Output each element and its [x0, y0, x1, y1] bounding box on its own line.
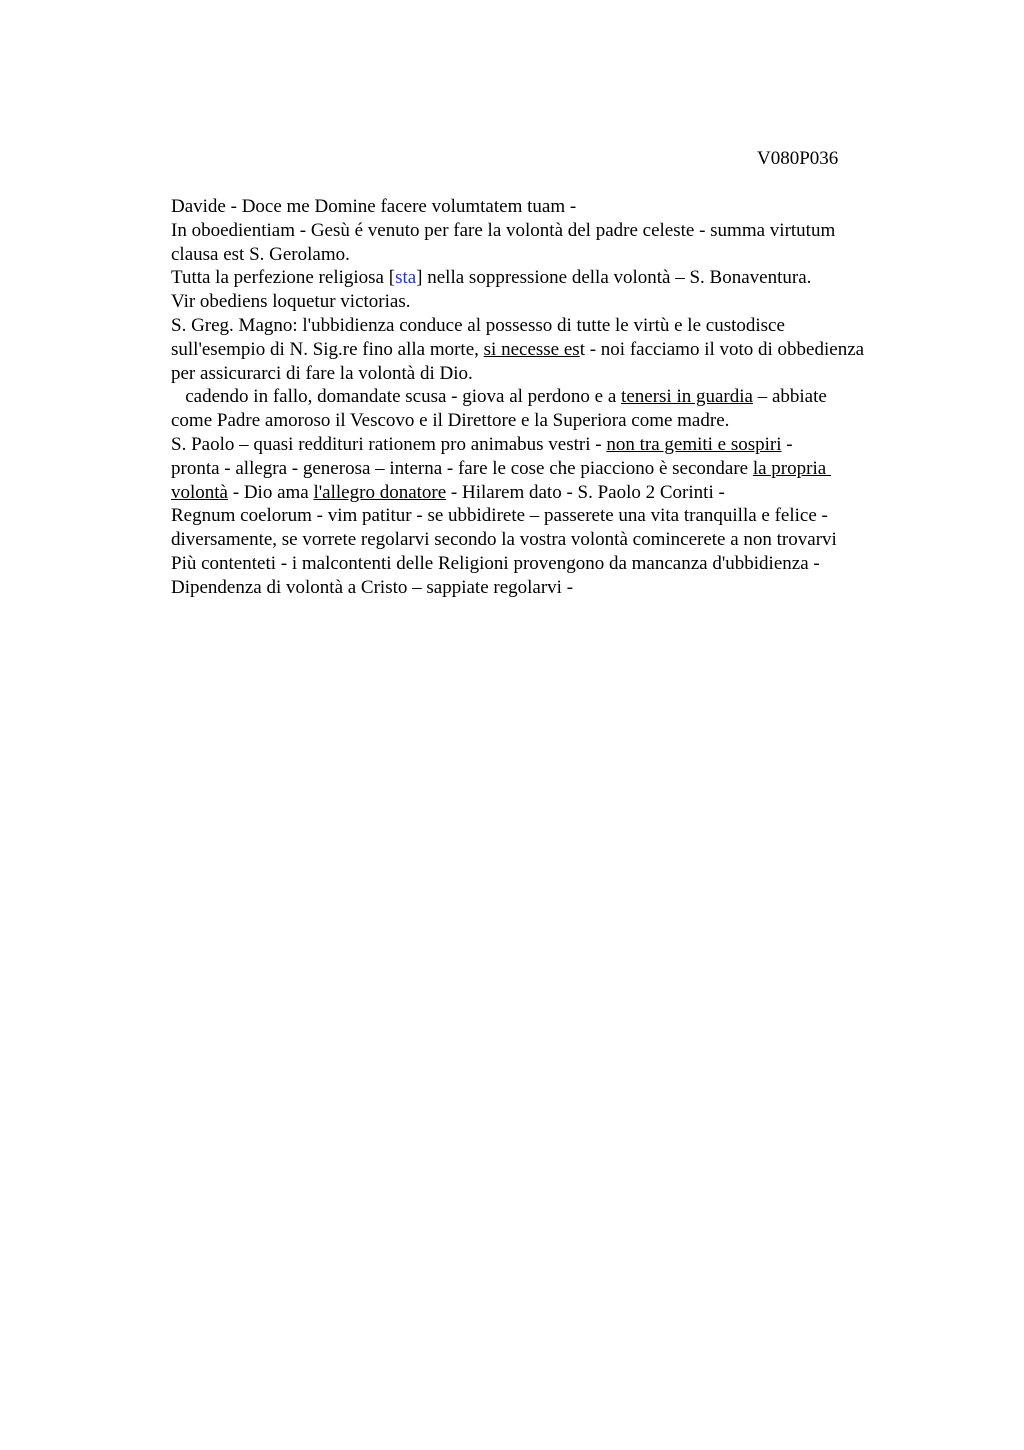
text-segment: ] nella soppressione della volontà – S. Bonaventura.	[416, 267, 812, 289]
text-line	[171, 243, 971, 267]
document-body	[171, 195, 971, 600]
text-line	[171, 385, 971, 409]
text-segment: clausa est S. Gerolamo.	[171, 243, 350, 265]
text-segment: In oboedientiam - Gesù é venuto per fare la volontà del padre celeste - summa virtutum	[171, 219, 836, 241]
text-segment: pronta - allegra - generosa – interna - fare le cose che piacciono è secondare	[171, 457, 753, 479]
text-line	[171, 195, 971, 219]
text-line	[171, 576, 971, 600]
underlined-text: la propria	[752, 457, 831, 479]
text-line	[171, 362, 971, 386]
text-line	[171, 481, 971, 505]
text-segment: Regnum coelorum - vim patitur - se ubbidirete – passerete una vita tranquilla e felice -	[171, 505, 828, 527]
text-segment: S. Paolo – quasi reddituri rationem pro animabus vestri -	[171, 433, 607, 455]
text-segment: Davide - Doce me Domine facere volumtatem tuam -	[171, 196, 577, 217]
text-line	[171, 504, 971, 528]
text-line	[171, 457, 971, 481]
text-line	[171, 528, 971, 552]
underlined-text: tenersi in guardia	[621, 386, 753, 408]
text-segment: come Padre amoroso il Vescovo e il Direttore e la Superiora come madre.	[171, 410, 730, 432]
underlined-text: l'allegro donatore	[313, 481, 447, 503]
text-segment: – abbiate	[752, 386, 827, 408]
text-line	[171, 219, 971, 243]
underlined-text: non tra gemiti e sospiri	[606, 433, 782, 455]
text-segment: cadendo in fallo, domandate scusa - giova al perdono e a	[171, 386, 622, 408]
underlined-text: si necesse es	[483, 338, 580, 360]
text-segment: t - noi facciamo il voto di obbedienza	[579, 338, 865, 360]
underlined-text: volontà	[171, 481, 228, 503]
text-segment: Dipendenza di volontà a Cristo – sappiate regolarvi -	[171, 576, 574, 598]
text-line	[171, 433, 971, 457]
text-segment: sull'esempio di N. Sig.re fino alla morte,	[171, 338, 484, 360]
page-id: V080P036	[757, 148, 839, 169]
text-segment: - Hilarem dato - S. Paolo 2 Corinti -	[446, 481, 725, 503]
text-line	[171, 290, 971, 314]
inserted-word: sta	[395, 267, 417, 289]
text-segment: Più contenteti - i malcontenti delle Religioni provengono da mancanza d'ubbidienza -	[171, 552, 820, 574]
text-segment: diversamente, se vorrete regolarvi secondo la vostra volontà comincerete a non trovarvi	[171, 529, 837, 551]
text-segment: Vir obediens loquetur victorias.	[171, 291, 411, 313]
text-segment: -	[781, 433, 793, 455]
text-segment: S. Greg. Magno: l'ubbidienza conduce al possesso di tutte le virtù e le custodisce	[171, 314, 785, 336]
text-line	[171, 338, 971, 362]
text-line	[171, 552, 971, 576]
text-line	[171, 266, 971, 290]
text-line	[171, 409, 971, 433]
text-line	[171, 314, 971, 338]
text-segment: - Dio ama	[228, 481, 314, 503]
text-segment: Tutta la perfezione religiosa [	[171, 267, 396, 289]
text-segment: per assicurarci di fare la volontà di Dio.	[171, 362, 473, 384]
